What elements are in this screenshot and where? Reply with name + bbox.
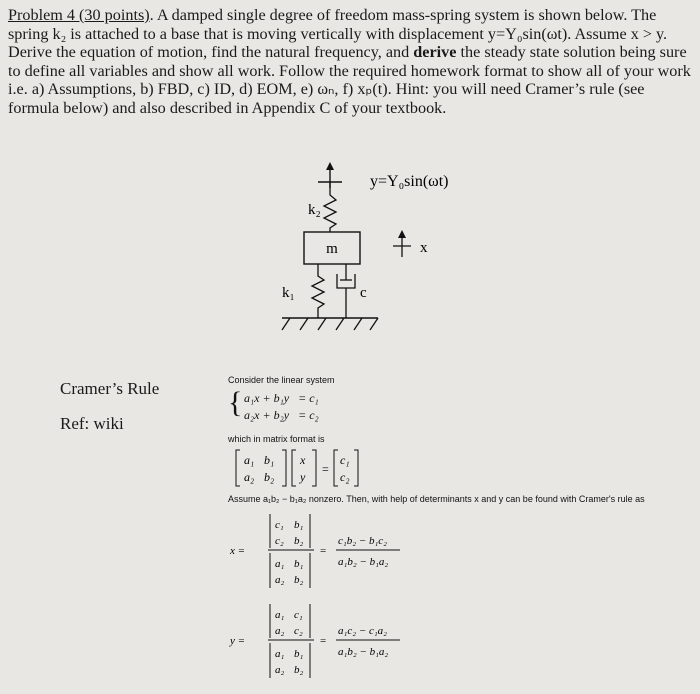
matrix-b2: b₂ <box>264 470 275 484</box>
x-den-b1: b₁ <box>294 558 304 570</box>
x-den-a2: a₂ <box>275 574 285 586</box>
ground-hatching <box>282 318 378 330</box>
y-ratio-equals: = <box>320 635 327 647</box>
y-num-a2: a₂ <box>275 625 285 637</box>
vector-y: y <box>300 470 306 484</box>
x-den-a1: a₁ <box>275 558 285 570</box>
spring-k2 <box>324 182 336 232</box>
y-denominator: a₁b₂ − b₁a₂ <box>338 646 389 658</box>
x-num-c2: c₂ <box>275 535 284 547</box>
y-den-a1: a₁ <box>275 648 285 660</box>
problem-heading: Problem 4 (30 points) <box>8 6 150 24</box>
equation-2-lhs: a₂x + b₂y <box>244 408 290 422</box>
problem-statement <box>8 6 696 118</box>
x-equals: x = <box>230 545 246 557</box>
x-ratio-equals: = <box>320 545 327 557</box>
y-num-c2: c₂ <box>294 625 303 637</box>
base-excitation-label: y=Y₀sin(ωt) <box>370 173 449 190</box>
problem-tail: the steady state solution being sure to define all variables and show all work. Follow the required homework format to show all of your work i.e. a) Assumptions, b) FBD, c) ID, d) EOM, e) ωₙ, f) xₚ(t). Hint: you will need Cramer’s rule (see formula below) and also described in Appendix C of your textbook. <box>8 43 691 117</box>
matrix-equation <box>228 446 388 490</box>
y-den-b2: b₂ <box>294 664 304 676</box>
y-den-b1: b₁ <box>294 648 304 660</box>
spring-k2-label: k₂ <box>308 202 321 218</box>
matrix-a2: a₂ <box>244 470 255 484</box>
x-arrow-head <box>398 230 406 238</box>
spring-k1-label: k₁ <box>282 285 295 301</box>
y-num-c1: c₁ <box>294 609 303 621</box>
vector-c2: c₂ <box>340 470 350 484</box>
x-numerator: c₁b₂ − b₁c₂ <box>338 535 387 547</box>
assume-text: Assume a₁b₂ − b₁a₂ nonzero. Then, with help of determinants x and y can be found with Cramer's rule as <box>228 494 645 504</box>
matrix-a1: a₁ <box>244 453 255 467</box>
x-denominator: a₁b₂ − b₁a₂ <box>338 556 389 568</box>
matrix-equals: = <box>322 462 329 476</box>
y-num-a1: a₁ <box>275 609 285 621</box>
cramers-rule-label: Cramer’s Rule <box>60 379 160 398</box>
x-label: x <box>420 240 428 256</box>
x-num-b2: b₂ <box>294 535 304 547</box>
matrix-b1: b₁ <box>264 453 275 467</box>
x-den-b2: b₂ <box>294 574 304 586</box>
damper-label: c <box>360 285 367 301</box>
equation-2 <box>244 408 319 423</box>
spring-k1 <box>312 264 324 318</box>
equation-1-rhs: = c₁ <box>298 391 319 405</box>
x-num-b1: b₁ <box>294 519 304 531</box>
vector-x: x <box>300 453 306 467</box>
equation-1-lhs: a₁x + b₁y <box>244 391 290 405</box>
y-equals: y = <box>230 635 246 647</box>
mass-spring-damper-diagram <box>260 160 500 338</box>
y-numerator: a₁c₂ − c₁a₂ <box>338 625 387 637</box>
vector-c1: c₁ <box>340 453 350 467</box>
cramers-formulas <box>228 508 468 688</box>
x-num-c1: c₁ <box>275 519 284 531</box>
problem-intro: . A damped single degree of freedom mass-spring system is shown below. The spring k₂ is attached to a base that is moving vertically with displacement y=Y₀sin(ωt). Assume x > y. Derive the equation of motion, find the natural frequency, and <box>8 6 668 62</box>
system-brace: { <box>228 386 243 419</box>
y-den-a2: a₂ <box>275 664 285 676</box>
equation-1 <box>244 391 319 406</box>
matrix-format-text: which in matrix format is <box>228 434 325 444</box>
reference-label: Ref: wiki <box>60 414 124 433</box>
equation-2-rhs: = c₂ <box>298 408 319 422</box>
mass-label: m <box>326 241 338 257</box>
consider-text: Consider the linear system <box>228 375 335 385</box>
base-arrow-head <box>326 162 334 170</box>
derive-word: derive <box>413 43 457 62</box>
